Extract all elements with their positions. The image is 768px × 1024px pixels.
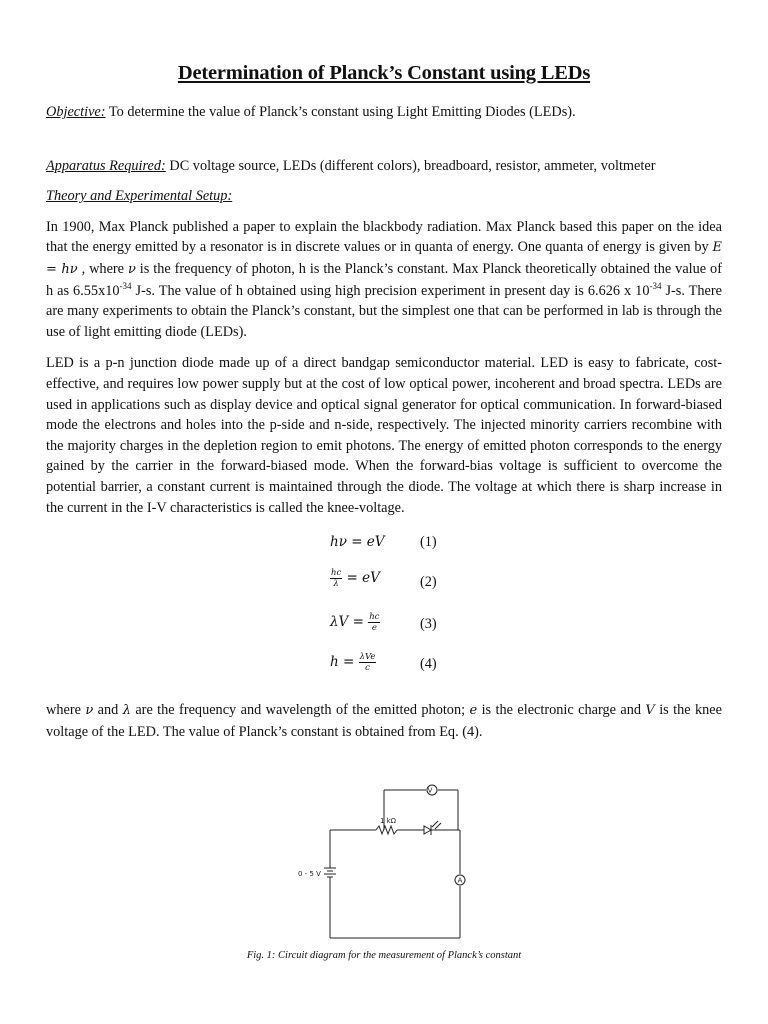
equations-block bbox=[46, 530, 722, 700]
resistor-label: 1 kΩ bbox=[379, 817, 397, 825]
equation-4-denominator: c bbox=[365, 663, 370, 674]
equation-2-numerator: hc bbox=[331, 568, 342, 579]
ammeter-symbol: A bbox=[457, 876, 463, 885]
para1-text-b: , where bbox=[77, 260, 128, 277]
energy-equation: E = hν bbox=[46, 240, 722, 277]
apparatus-text: DC voltage source, LEDs (different colors), breadboard, resistor, ammeter, voltmeter bbox=[165, 157, 656, 174]
nu-symbol-2: ν bbox=[85, 703, 94, 719]
theory-heading bbox=[46, 186, 722, 207]
equation-3-lhs: λV = bbox=[330, 614, 369, 631]
v-symbol: V bbox=[645, 703, 655, 719]
figure-caption: Fig. 1: Circuit diagram for the measurement of Planck’s constant bbox=[246, 950, 522, 961]
equation-3-denominator: e bbox=[371, 623, 377, 634]
equation-2-rhs: = eV bbox=[342, 570, 380, 587]
objective-label: Objective: bbox=[46, 104, 106, 120]
equation-3 bbox=[330, 612, 380, 633]
nu-symbol: ν bbox=[127, 261, 136, 277]
equation-4-number: (4) bbox=[420, 656, 437, 673]
equation-2-fraction bbox=[330, 568, 342, 589]
theory-paragraph-1 bbox=[46, 217, 722, 343]
para3-text-f: is the knee voltage of the LED. The value of Planck’s constant is obtained from Eq. (4). bbox=[46, 702, 722, 740]
para1-text-e: J-s. There are many experiments to obtain the Planck’s constant, but the simplest one that can be performed in lab is through the use of light emitting diode (LEDs). bbox=[46, 282, 723, 340]
led-icon bbox=[424, 826, 431, 834]
equation-4-fraction bbox=[359, 652, 377, 673]
objective-text: To determine the value of Planck’s constant using Light Emitting Diodes (LEDs). bbox=[105, 104, 576, 120]
para3-text-d: is the electronic charge and bbox=[477, 702, 646, 719]
symbols-paragraph bbox=[46, 700, 722, 742]
equation-4 bbox=[330, 652, 376, 673]
equation-2-denominator: λ bbox=[333, 579, 339, 590]
equation-1 bbox=[330, 534, 385, 550]
equation-2 bbox=[330, 568, 380, 589]
theory-paragraph-2: LED is a p-n junction diode made up of a direct bandgap semiconductor material. LED is easy to fabricate, cost-effective, and requires low power supply but at the cost of low optical power, incoherent and broad spectra. LEDs are used in applications such as display device and optical signal generator for optical communication. In forward-biased mode the electrons and holes into the p-side and n-side, respectively. The injected minority carriers recombine with the majority charges in the depletion region to emit photons. The energy of emitted photon corresponds to the energy gained by the carrier in the forward-biased mode. When the forward-bias voltage is sufficient to overcome the potential barrier, a constant current is maintained through the diode. The voltage at which there is sharp increase in the current in the I-V characteristics is called the knee-voltage. bbox=[46, 355, 722, 516]
document-page bbox=[46, 62, 722, 752]
circuit-diagram bbox=[296, 780, 476, 945]
light-arrow-icon-2 bbox=[435, 823, 441, 829]
equation-3-number: (3) bbox=[420, 616, 437, 633]
para3-text-a: where bbox=[46, 702, 86, 719]
lambda-symbol: λ bbox=[122, 703, 131, 719]
theory-heading-label: Theory and Experimental Setup: bbox=[46, 188, 233, 205]
equation-4-lhs: h = bbox=[330, 654, 359, 671]
voltmeter-symbol: V bbox=[427, 786, 433, 795]
para1-text-c: is the frequency of photon, h is the Planck’s constant. Max Planck theoretically obtained the value of h as 6.55x10 bbox=[46, 260, 722, 299]
equation-4-numerator: λVe bbox=[359, 652, 376, 663]
source-label: 0 - 5 V bbox=[298, 870, 321, 878]
apparatus-paragraph bbox=[46, 156, 722, 177]
document-title: Determination of Planck’s Constant using LEDs bbox=[177, 62, 591, 84]
equation-3-numerator: hc bbox=[369, 612, 380, 623]
exponent-1: -34 bbox=[119, 280, 132, 291]
equation-2-number: (2) bbox=[420, 574, 437, 591]
resistor-icon bbox=[376, 826, 397, 834]
equation-1-number: (1) bbox=[420, 534, 437, 551]
light-arrow-icon bbox=[432, 821, 438, 827]
apparatus-label: Apparatus Required: bbox=[46, 157, 166, 174]
para1-text-d: J-s. The value of h obtained using high precision experiment in present day is 6.626 x 10 bbox=[131, 282, 650, 299]
para3-text-c: are the frequency and wavelength of the emitted photon; bbox=[130, 702, 470, 719]
exponent-2: -34 bbox=[649, 280, 662, 291]
objective-paragraph bbox=[46, 102, 722, 123]
e-symbol: e bbox=[469, 703, 478, 719]
para3-text-b: and bbox=[93, 702, 123, 719]
para1-text-a: In 1900, Max Planck published a paper to explain the blackbody radiation. Max Planck based this paper on the idea that the energy emitted by a resonator is in discrete values or in quanta of energy. One quanta of energy is given by bbox=[46, 218, 722, 256]
equation-3-fraction bbox=[368, 612, 380, 633]
equation-1-expr: hν = eV bbox=[330, 534, 385, 551]
